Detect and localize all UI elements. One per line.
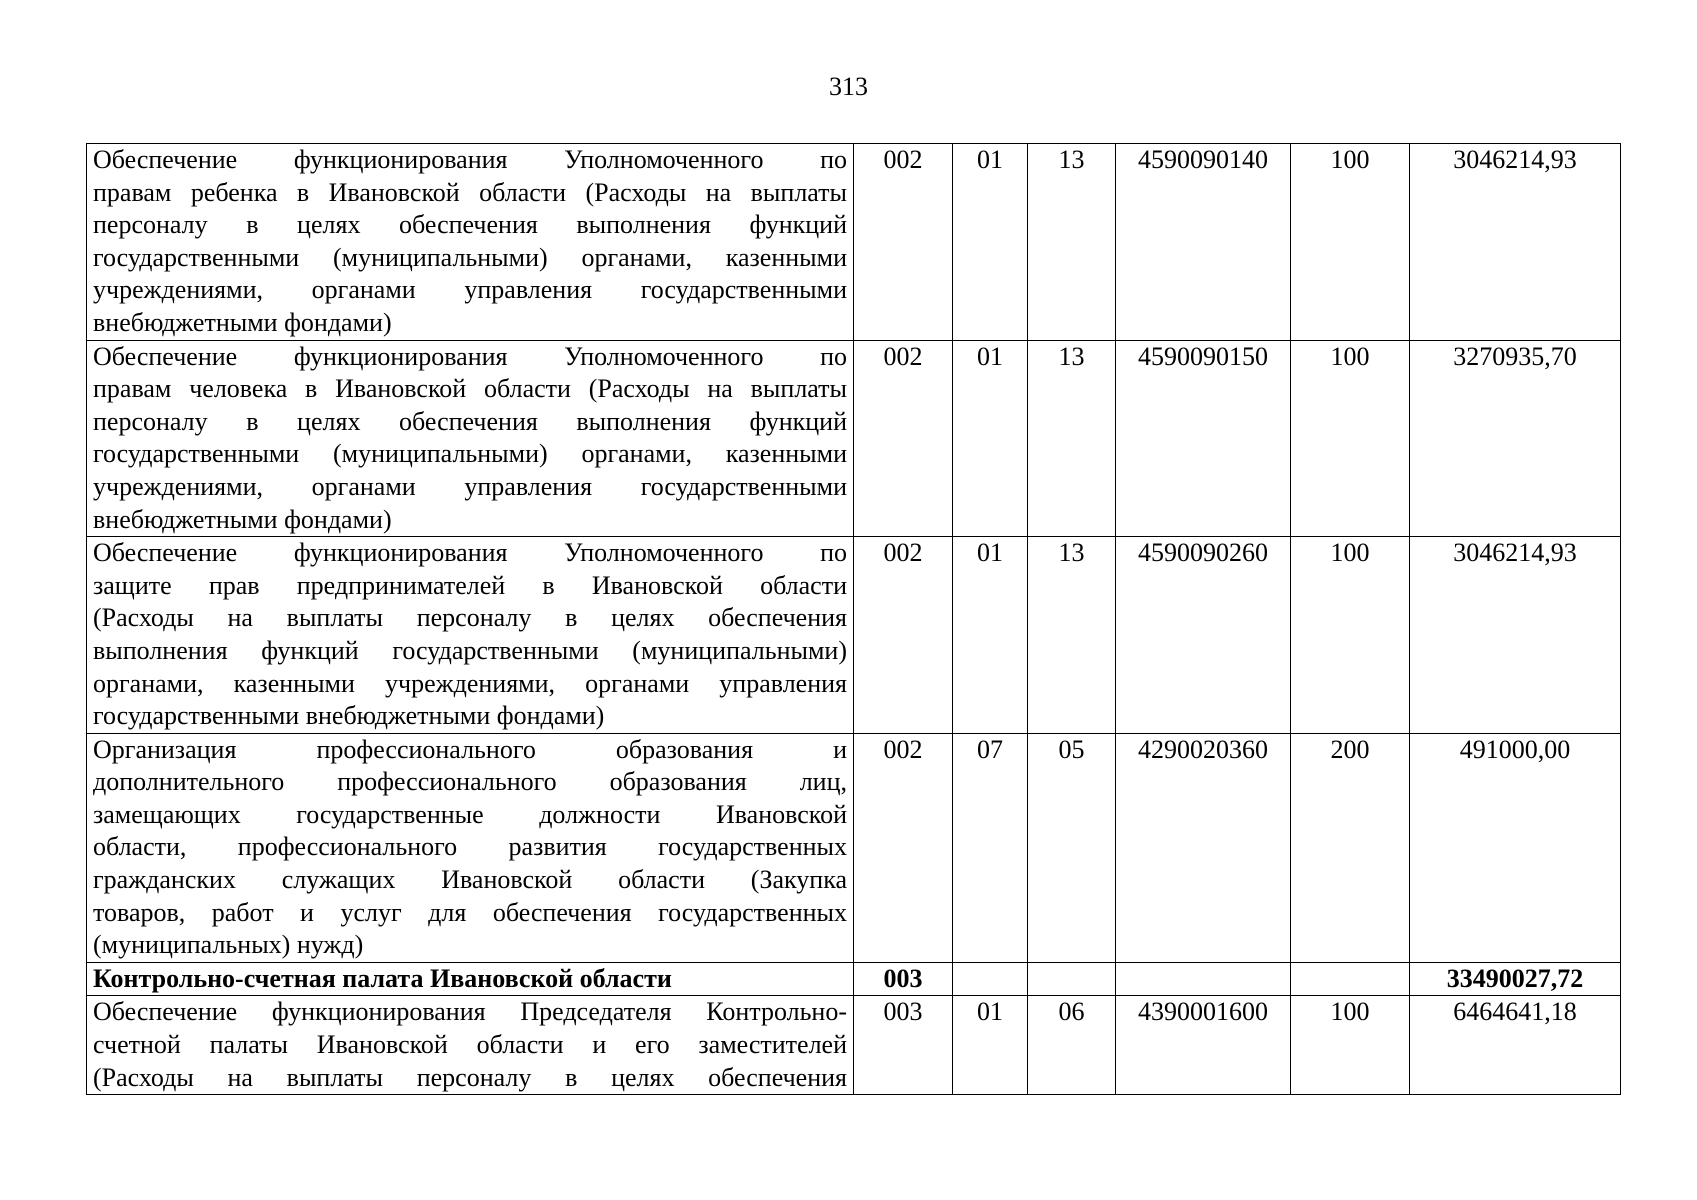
amount-cell: 3046214,93 <box>1410 144 1621 341</box>
section-code-cell: 01 <box>953 996 1028 1095</box>
ministry-code-cell: 003 <box>854 962 953 996</box>
description-line: замещающих государственные должности Ивановской <box>93 799 847 829</box>
description-line: товаров, работ и услуг для обеспечения государственных <box>93 897 847 927</box>
section-code-cell <box>953 962 1028 996</box>
budget-table <box>86 143 1621 1095</box>
section-code-cell: 01 <box>953 340 1028 537</box>
description-line: персоналу в целях обеспечения выполнения функций <box>93 210 847 240</box>
description-cell <box>87 996 854 1095</box>
section-code-cell: 07 <box>953 733 1028 962</box>
budget-table-body <box>87 144 1621 1095</box>
expense-type-cell: 100 <box>1291 537 1410 734</box>
description-cell <box>87 144 854 341</box>
target-article-cell: 4590090140 <box>1116 144 1291 341</box>
description-line: защите прав предпринимателей в Ивановской области <box>93 570 847 600</box>
description-line: счетной палаты Ивановской области и его заместителей <box>93 1030 847 1060</box>
subsection-code-cell: 06 <box>1028 996 1116 1095</box>
description-line: правам ребенка в Ивановской области (Расходы на выплаты <box>93 177 847 207</box>
target-article-cell <box>1116 962 1291 996</box>
description-line: (муниципальных) нужд) <box>93 930 364 960</box>
amount-cell: 6464641,18 <box>1410 996 1621 1095</box>
description-line: государственными (муниципальными) органами, казенными <box>93 242 847 272</box>
target-article-cell: 4290020360 <box>1116 733 1291 962</box>
ministry-code-cell: 002 <box>854 537 953 734</box>
subsection-code-cell: 13 <box>1028 144 1116 341</box>
table-row <box>87 340 1621 537</box>
table-row <box>87 733 1621 962</box>
amount-cell: 491000,00 <box>1410 733 1621 962</box>
description-line: дополнительного профессионального образования лиц, <box>93 767 847 797</box>
description-line: (Расходы на выплаты персоналу в целях обеспечения <box>93 1062 847 1092</box>
description-line: гражданских служащих Ивановской области (Закупка <box>93 865 847 895</box>
ministry-code-cell: 002 <box>854 340 953 537</box>
amount-cell: 3046214,93 <box>1410 537 1621 734</box>
description-line: Обеспечение функционирования Уполномоченного по <box>93 145 847 174</box>
target-article-cell: 4390001600 <box>1116 996 1291 1095</box>
expense-type-cell: 100 <box>1291 144 1410 341</box>
expense-type-cell: 200 <box>1291 733 1410 962</box>
amount-cell: 33490027,72 <box>1410 962 1621 996</box>
ministry-code-cell: 003 <box>854 996 953 1095</box>
section-code-cell: 01 <box>953 537 1028 734</box>
subsection-code-cell: 13 <box>1028 340 1116 537</box>
description-line: выполнения функций государственными (муниципальными) <box>93 635 847 665</box>
page-number: 313 <box>829 72 868 101</box>
description-line: правам человека в Ивановской области (Расходы на выплаты <box>93 374 847 404</box>
description-line: внебюджетными фондами) <box>93 504 392 534</box>
description-line: Контрольно-счетная палата Ивановской области <box>93 963 672 993</box>
description-line: органами, казенными учреждениями, органами управления <box>93 668 847 698</box>
description-cell <box>87 962 854 996</box>
ministry-code-cell: 002 <box>854 144 953 341</box>
expense-type-cell: 100 <box>1291 996 1410 1095</box>
table-row <box>87 962 1621 996</box>
description-line: Обеспечение функционирования Уполномоченного по <box>93 538 847 568</box>
description-line: персоналу в целях обеспечения выполнения функций <box>93 406 847 436</box>
table-row <box>87 996 1621 1095</box>
table-row <box>87 537 1621 734</box>
description-line: Обеспечение функционирования Председателя Контрольно- <box>93 997 847 1027</box>
target-article-cell: 4590090150 <box>1116 340 1291 537</box>
subsection-code-cell <box>1028 962 1116 996</box>
description-line: государственными (муниципальными) органами, казенными <box>93 439 847 469</box>
section-code-cell: 01 <box>953 144 1028 341</box>
description-line: Организация профессионального образования и <box>93 734 847 764</box>
description-cell <box>87 340 854 537</box>
amount-cell: 3270935,70 <box>1410 340 1621 537</box>
description-line: государственными внебюджетными фондами) <box>93 701 605 731</box>
description-line: области, профессионального развития государственных <box>93 832 847 862</box>
description-cell <box>87 537 854 734</box>
description-line: (Расходы на выплаты персоналу в целях обеспечения <box>93 603 847 633</box>
subsection-code-cell: 13 <box>1028 537 1116 734</box>
subsection-code-cell: 05 <box>1028 733 1116 962</box>
expense-type-cell: 100 <box>1291 340 1410 537</box>
description-line: учреждениями, органами управления государственными <box>93 275 847 305</box>
description-cell <box>87 733 854 962</box>
description-line: учреждениями, органами управления государственными <box>93 471 847 501</box>
target-article-cell: 4590090260 <box>1116 537 1291 734</box>
ministry-code-cell: 002 <box>854 733 953 962</box>
table-row <box>87 144 1621 341</box>
description-line: внебюджетными фондами) <box>93 307 392 337</box>
description-line: Обеспечение функционирования Уполномоченного по <box>93 341 847 371</box>
expense-type-cell <box>1291 962 1410 996</box>
